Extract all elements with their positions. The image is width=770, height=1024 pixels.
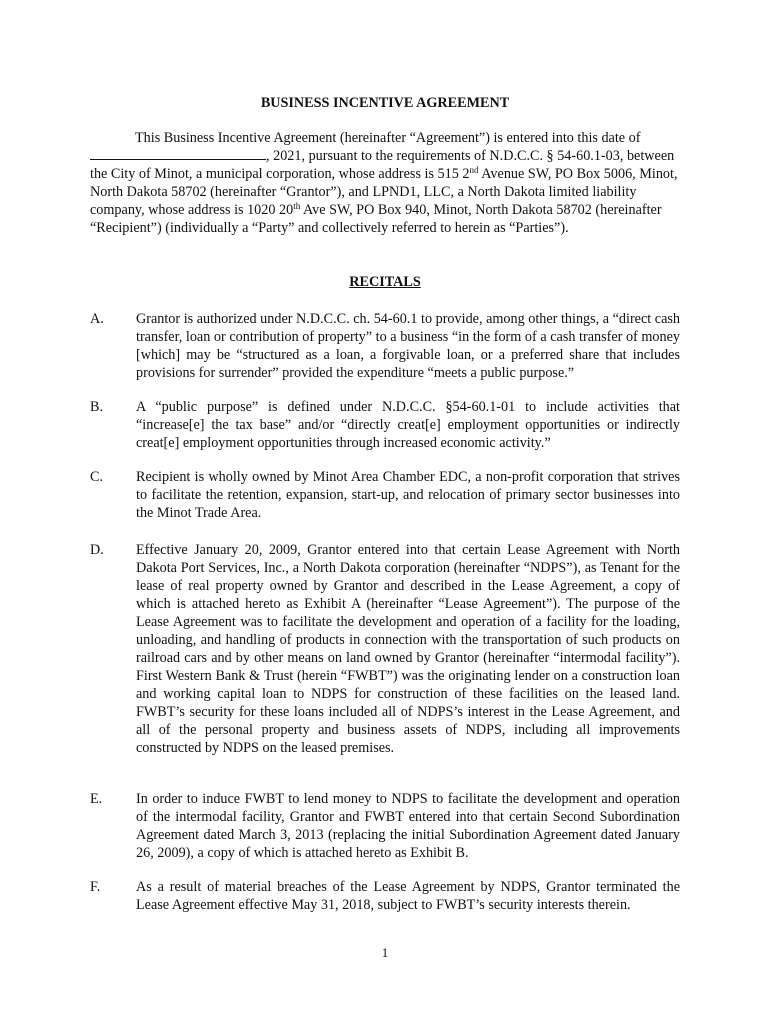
intro-text-part2: , 2021, pursuant to the requirements of N.D.C.C. § 54-60.1-03, between the City of Minot, a municipal corporation, whose address is 515 2: [90, 148, 675, 182]
document-title: BUSINESS INCENTIVE AGREEMENT: [260, 95, 510, 111]
recital-text: In order to induce FWBT to lend money to NDPS to facilitate the development and operation of the intermodal facility, Grantor and FWBT entered into that certain Second Subordination Agreement dated March 3, 2013 (replacing the initial Subordination Agreement dated January 26, 2009), a copy of which is attached hereto as Exhibit B.: [136, 791, 680, 861]
intro-paragraph: [90, 129, 678, 237]
recitals-heading: RECITALS: [349, 274, 421, 290]
recital-text: Grantor is authorized under N.D.C.C. ch. 54-60.1 to provide, among other things, a “direct cash transfer, loan or contribution of property” to a business “in the form of a cash transfer of money [which] may be “structured as a loan, a forgivable loan, or a preferred share that includes provisions for surrender” provided the expenditure “meets a public purpose.”: [136, 311, 680, 381]
recital-letter: E.: [90, 791, 103, 807]
intro-text-part1: This Business Incentive Agreement (hereinafter “Agreement”) is entered into this date of: [135, 130, 641, 146]
recital-text: Effective January 20, 2009, Grantor entered into that certain Lease Agreement with North Dakota Port Services, Inc., a North Dakota corporation (hereinafter “NDPS”), as Tenant for the lease of real property owned by Grantor and described in the Lease Agreement, a copy of which is attached hereto as Exhibit A (hereinafter “Lease Agreement”). The purpose of the Lease Agreement was to facilitate the development and operation of a facility for the loading, unloading, and handling of products in connection with the transportation of such products on railroad cars and by other means on land owned by Grantor (hereinafter “intermodal facility”). First Western Bank & Trust (herein “FWBT”) was the originating lender on a construction loan and working capital loan to NDPS for construction of these facilities on the leased land. FWBT’s security for these loans included all of NDPS’s interest in the Lease Agreement, and all of the personal property and business assets of NDPS, including all improvements constructed by NDPS on the leased premises.: [136, 542, 680, 756]
recital-text: As a result of material breaches of the Lease Agreement by NDPS, Grantor terminated the Lease Agreement effective May 31, 2018, subject to FWBT’s security interests therein.: [136, 879, 680, 913]
recital-letter: B.: [90, 399, 104, 415]
page-number: 1: [381, 945, 389, 960]
recital-letter: F.: [90, 879, 101, 895]
recital-text: A “public purpose” is defined under N.D.C.C. §54-60.1-01 to include activities that “increase[e] the tax base” and/or “directly creat[e] employment opportunities or indirectly creat[e] employment opportunities through increased economic activity.”: [136, 399, 680, 451]
intro-text-part4: Ave SW, PO Box 940, Minot, North Dakota 58702 (hereinafter “Recipient”) (individually a “Party” and collectively referred to herein as “Parties”).: [90, 202, 662, 236]
recital-letter: D.: [90, 542, 104, 558]
date-blank-line: [90, 147, 266, 160]
recital-letter: C.: [90, 469, 104, 485]
ordinal-superscript-nd: nd: [469, 165, 479, 175]
recital-text: Recipient is wholly owned by Minot Area Chamber EDC, a non-profit corporation that strives to facilitate the retention, expansion, start-up, and relocation of primary sector businesses into the Minot Trade Area.: [136, 469, 680, 521]
recital-letter: A.: [90, 311, 104, 327]
intro-text-part3: Avenue SW, PO Box 5006, Minot, North Dakota 58702 (hereinafter “Grantor”), and LPND1, LLC, a North Dakota limited liability company, whose address is 1020 20: [90, 166, 678, 218]
ordinal-superscript-th: th: [293, 201, 301, 211]
